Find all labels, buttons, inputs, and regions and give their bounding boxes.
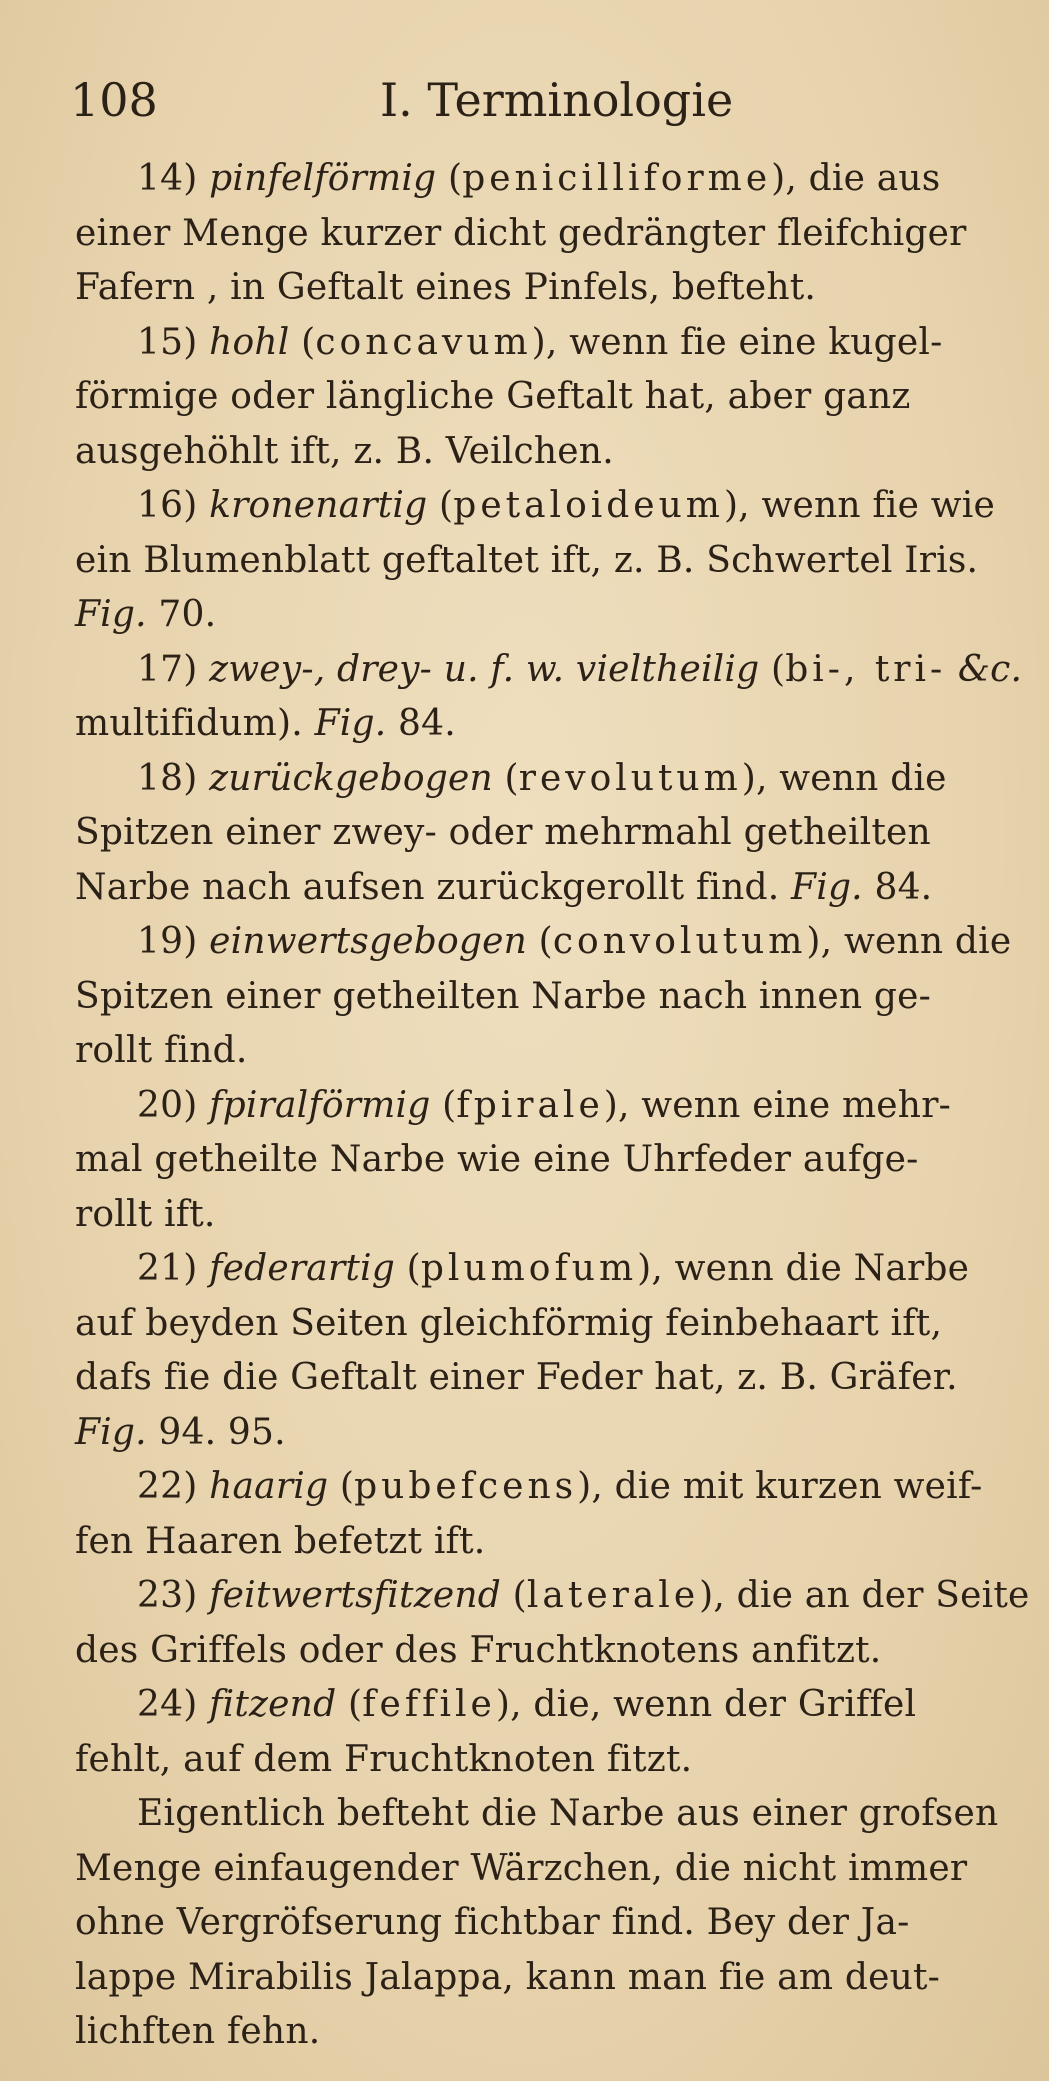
italic-term: federartig: [209, 1248, 395, 1289]
latin-term: convolutum: [552, 921, 807, 962]
text-segment: ), die an der Seite: [699, 1575, 1030, 1616]
text-line: [75, 1569, 1030, 1624]
italic-term: einwertsgebogen: [209, 921, 527, 962]
text-line: [75, 1079, 1025, 1134]
text-line: [75, 534, 1025, 589]
text-line: [75, 2005, 1025, 2060]
latin-term: petaloideum: [453, 485, 724, 526]
text-segment: ohne Vergröfserung fichtbar find. Bey der Ja-: [75, 1902, 910, 1943]
text-segment: 70.: [146, 594, 217, 635]
latin-term: bi-, tri-: [785, 648, 947, 690]
text-line: [75, 479, 1025, 534]
text-line: [75, 970, 1025, 1025]
latin-term: feffile: [362, 1684, 496, 1725]
text-segment: ), wenn eine mehr-: [603, 1084, 951, 1126]
text-segment: Narbe nach aufsen zurückgerollt find.: [75, 866, 792, 908]
body-text: [75, 152, 1030, 2060]
text-segment: ein Blumenblatt geftaltet ift, z. B. Schwertel Iris.: [75, 539, 979, 581]
text-segment: rollt ift.: [75, 1193, 216, 1235]
text-line: [75, 806, 1025, 861]
text-line: [75, 1951, 1025, 2006]
text-segment: [946, 649, 958, 690]
italic-term: feitwertsfitzend: [209, 1575, 501, 1616]
text-line: [75, 1024, 1025, 1079]
text-segment: 19): [137, 921, 210, 962]
page-header: [70, 60, 970, 140]
italic-term: &c.: [957, 648, 1023, 690]
italic-term: hohl: [209, 321, 290, 363]
text-segment: (: [501, 1575, 527, 1616]
text-line: [75, 752, 1025, 807]
text-line: [75, 425, 1025, 480]
text-segment: 14): [137, 158, 210, 199]
italic-term: Fig.: [791, 866, 863, 908]
text-line: [75, 1188, 1025, 1243]
text-segment: ), wenn die: [806, 921, 1012, 962]
italic-term: Fig.: [314, 703, 387, 744]
text-line: [75, 261, 1025, 316]
text-segment: rollt find.: [75, 1030, 248, 1071]
text-segment: 84.: [386, 703, 456, 744]
text-line: [75, 1733, 1025, 1788]
italic-term: kronenartig: [209, 485, 428, 526]
text-segment: dafs fie die Geftalt einer Feder hat, z. B. Gräfer.: [75, 1357, 958, 1398]
text-segment: ausgehöhlt ift, z. B. Veilchen.: [75, 430, 614, 472]
text-segment: 17): [137, 648, 210, 690]
text-line: [75, 370, 1025, 425]
text-line: [75, 1242, 1025, 1297]
text-segment: förmige oder längliche Geftalt hat, aber ganz: [75, 376, 911, 417]
running-title: I. Terminologie: [380, 73, 734, 127]
text-segment: Spitzen einer getheilten Narbe nach innen ge-: [75, 975, 932, 1017]
text-segment: 22): [137, 1466, 210, 1507]
text-segment: ), die, wenn der Griffel: [495, 1684, 917, 1725]
text-line: [75, 1896, 1025, 1951]
text-segment: fen Haaren befetzt ift.: [75, 1520, 486, 1562]
text-segment: 23): [137, 1575, 210, 1616]
text-segment: auf beyden Seiten gleichförmig feinbehaart ift,: [75, 1302, 943, 1344]
text-line: [75, 1406, 1025, 1461]
text-segment: ), wenn die Narbe: [637, 1248, 970, 1289]
text-line: [75, 316, 1025, 371]
text-segment: (: [328, 1466, 355, 1507]
text-segment: (: [759, 648, 786, 690]
text-line: [75, 1787, 1025, 1842]
text-segment: 21): [137, 1248, 210, 1289]
text-segment: 24): [137, 1684, 210, 1725]
text-line: [75, 588, 1025, 643]
text-segment: (: [527, 921, 553, 962]
text-line: [75, 697, 1025, 752]
text-segment: fehlt, auf dem Fruchtknoten fitzt.: [75, 1738, 693, 1780]
latin-term: revolutum: [518, 757, 742, 799]
italic-term: zurückgebogen: [209, 757, 493, 799]
text-segment: ), die aus: [771, 158, 941, 199]
italic-term: Fig.: [75, 1411, 147, 1453]
latin-term: laterale: [526, 1575, 700, 1616]
text-segment: ), die mit kurzen weif-: [577, 1466, 983, 1507]
text-segment: ), wenn die: [741, 757, 947, 799]
text-line: [75, 207, 1025, 262]
latin-term: plumofum: [420, 1248, 638, 1289]
text-segment: 84.: [862, 866, 933, 908]
text-segment: multifidum).: [75, 703, 315, 744]
text-segment: 94. 95.: [146, 1411, 286, 1453]
text-segment: ), wenn fie wie: [723, 485, 996, 526]
text-line: [75, 152, 1025, 207]
text-segment: (: [395, 1248, 421, 1289]
italic-term: fpiralförmig: [209, 1084, 431, 1126]
text-segment: einer Menge kurzer dicht gedrängter fleifchiger: [75, 212, 967, 254]
text-segment: ), wenn fie eine kugel-: [531, 321, 943, 363]
text-segment: (: [289, 321, 316, 363]
text-line: [75, 1133, 1025, 1188]
text-segment: 18): [137, 757, 210, 799]
text-segment: (: [492, 757, 519, 799]
text-segment: 16): [137, 485, 210, 526]
text-line: [75, 1624, 1025, 1679]
text-line: [75, 1842, 1025, 1897]
text-segment: Spitzen einer zwey- oder mehrmahl getheilten: [75, 812, 931, 853]
italic-term: zwey-, drey- u. f. w. vieltheilig: [209, 648, 760, 690]
latin-term: concavum: [315, 321, 532, 363]
text-line: [75, 1297, 1025, 1352]
text-line: [75, 861, 1025, 916]
italic-term: fitzend: [209, 1684, 337, 1725]
text-line: [75, 1351, 1025, 1406]
text-segment: Menge einfaugender Wärzchen, die nicht immer: [75, 1847, 968, 1889]
page-number: 108: [70, 73, 158, 127]
text-segment: Eigentlich befteht die Narbe aus einer grofsen: [137, 1793, 999, 1834]
text-line: [75, 1515, 1025, 1570]
latin-term: penicilliforme: [462, 158, 772, 199]
text-segment: des Griffels oder des Fruchtknotens anfitzt.: [75, 1629, 882, 1671]
text-segment: (: [336, 1684, 363, 1725]
text-segment: 15): [137, 321, 210, 363]
text-segment: (: [436, 158, 463, 199]
italic-term: Fig.: [75, 594, 147, 635]
text-segment: lappe Mirabilis Jalappa, kann man fie am deut-: [75, 1956, 940, 1998]
italic-term: haarig: [209, 1466, 329, 1507]
text-segment: (: [427, 485, 454, 526]
text-line: [75, 1678, 1025, 1733]
text-segment: 20): [137, 1084, 210, 1126]
text-segment: Fafern , in Geftalt eines Pinfels, befteht.: [75, 267, 817, 308]
text-segment: mal getheilte Narbe wie eine Uhrfeder aufge-: [75, 1139, 919, 1180]
latin-term: fpirale: [456, 1084, 604, 1126]
text-line: [75, 1460, 1025, 1515]
latin-term: pubefcens: [354, 1466, 578, 1507]
text-segment: lichften fehn.: [75, 2011, 321, 2052]
italic-term: pinfelförmig: [209, 158, 437, 199]
text-line: [75, 915, 1025, 970]
text-line: [75, 643, 1025, 698]
text-segment: (: [430, 1084, 457, 1126]
